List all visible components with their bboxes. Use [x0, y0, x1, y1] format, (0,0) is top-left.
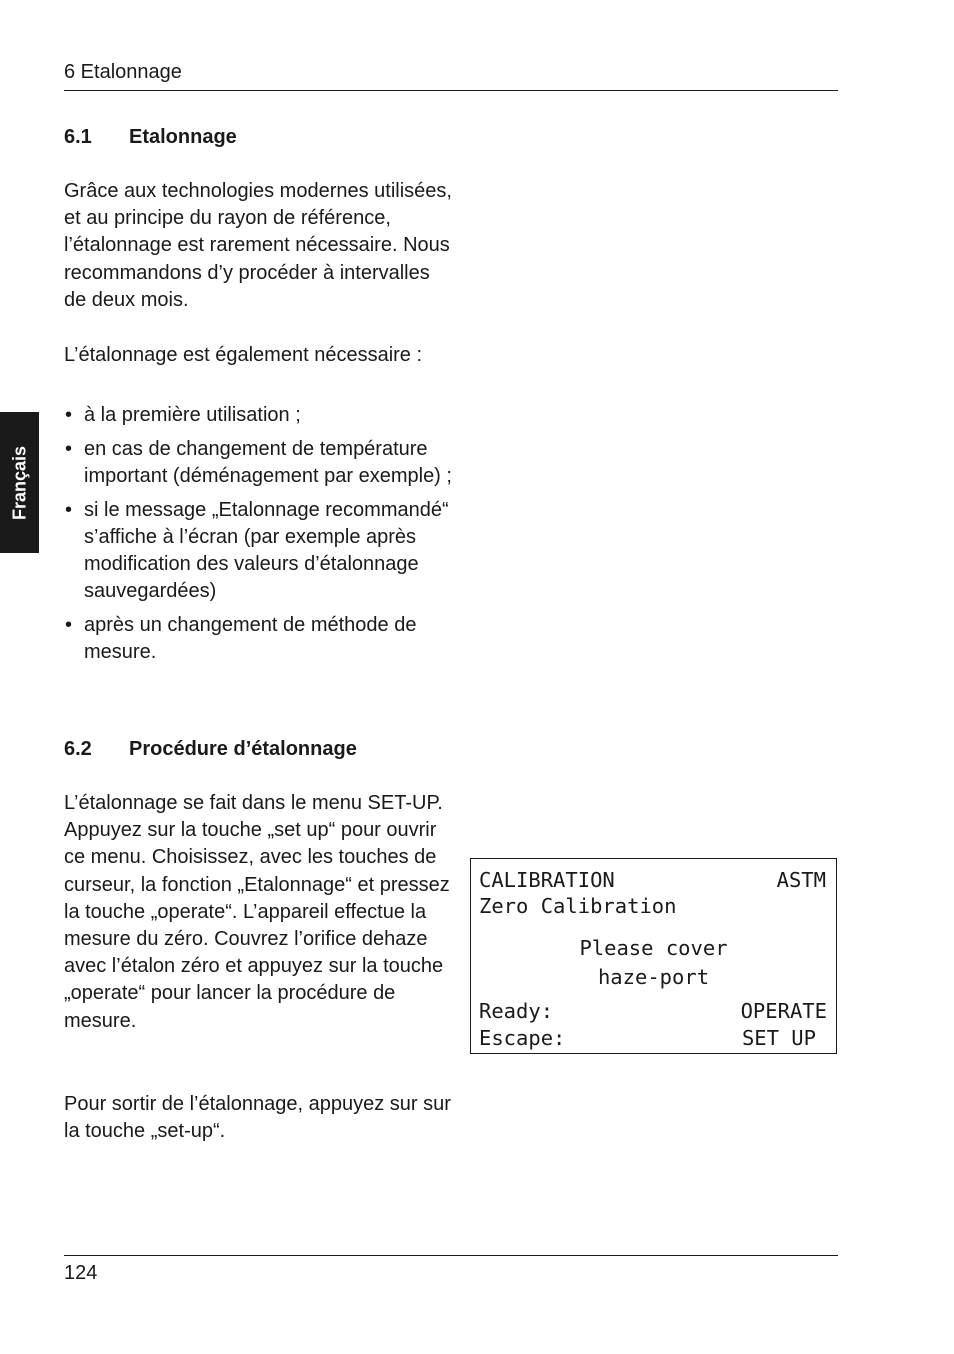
lcd-ready-key: OPERATE	[740, 999, 827, 1023]
list-item: • après un changement de méthode de mesure.	[64, 612, 456, 666]
lcd-display	[470, 858, 837, 1054]
lcd-mode: CALIBRATION	[479, 868, 615, 892]
lcd-escape-key: SET UP	[741, 1026, 816, 1050]
bullet-list	[64, 402, 456, 673]
lcd-escape-row	[479, 1025, 816, 1051]
section-title: Procédure d’étalonnage	[129, 738, 357, 760]
intro-paragraph: Grâce aux technologies modernes utilisées, et au principe du rayon de référence, l’étalonnage est rarement nécessaire. Nous recommandons d’y procéder à intervalles de deux mois.	[64, 180, 452, 311]
running-header: 6 Etalonnage	[64, 61, 182, 83]
list-item: • si le message „Etalonnage recommandé“ s’affiche à l’écran (par exemple après modification des valeurs d’étalonnage sauvegardées)	[64, 497, 456, 606]
lcd-message-line-1: Please cover	[579, 936, 728, 960]
lcd-ready-row	[479, 998, 827, 1024]
list-item: • en cas de changement de température important (déménagement par exemple) ;	[64, 436, 456, 490]
lcd-message-line-2: haze-port	[597, 965, 710, 989]
list-item: • à la première utilisation ;	[64, 402, 456, 429]
section-heading-6-1	[64, 125, 237, 149]
lead-paragraph: L’étalonnage est également nécessaire :	[64, 344, 423, 366]
lcd-subtitle-row	[479, 893, 826, 919]
language-tab	[0, 412, 39, 553]
footer-rule	[64, 1255, 838, 1256]
lcd-method: ASTM	[776, 868, 826, 892]
section-heading-6-2	[64, 737, 357, 761]
lcd-ready-label: Ready:	[479, 999, 554, 1023]
procedure-paragraph: L’étalonnage se fait dans le menu SET-UP. Appuyez sur la touche „set up“ pour ouvrir ce menu. Choisissez, avec les touches de curseur, la fonction „Etalonnage“ et pressez la touche „operate“. L’appareil effectue la mesure du zéro. Couvrez l’orifice dehaze avec l’étalon zéro et appuyez sur la touche „operate“ pour lancer la procédure de mesure.	[64, 792, 450, 1032]
section-title: Etalonnage	[129, 126, 237, 148]
lcd-escape-label: Escape:	[479, 1026, 566, 1050]
page-number: 124	[64, 1262, 98, 1284]
language-tab-label: Français	[9, 445, 29, 520]
section-number: 6.1	[64, 126, 92, 148]
exit-paragraph: Pour sortir de l’étalonnage, appuyez sur sur la touche „set-up“.	[64, 1093, 451, 1143]
lcd-subtitle: Zero Calibration	[479, 894, 677, 918]
lcd-title-row	[479, 867, 826, 893]
section-number: 6.2	[64, 738, 92, 760]
header-rule	[64, 90, 838, 91]
